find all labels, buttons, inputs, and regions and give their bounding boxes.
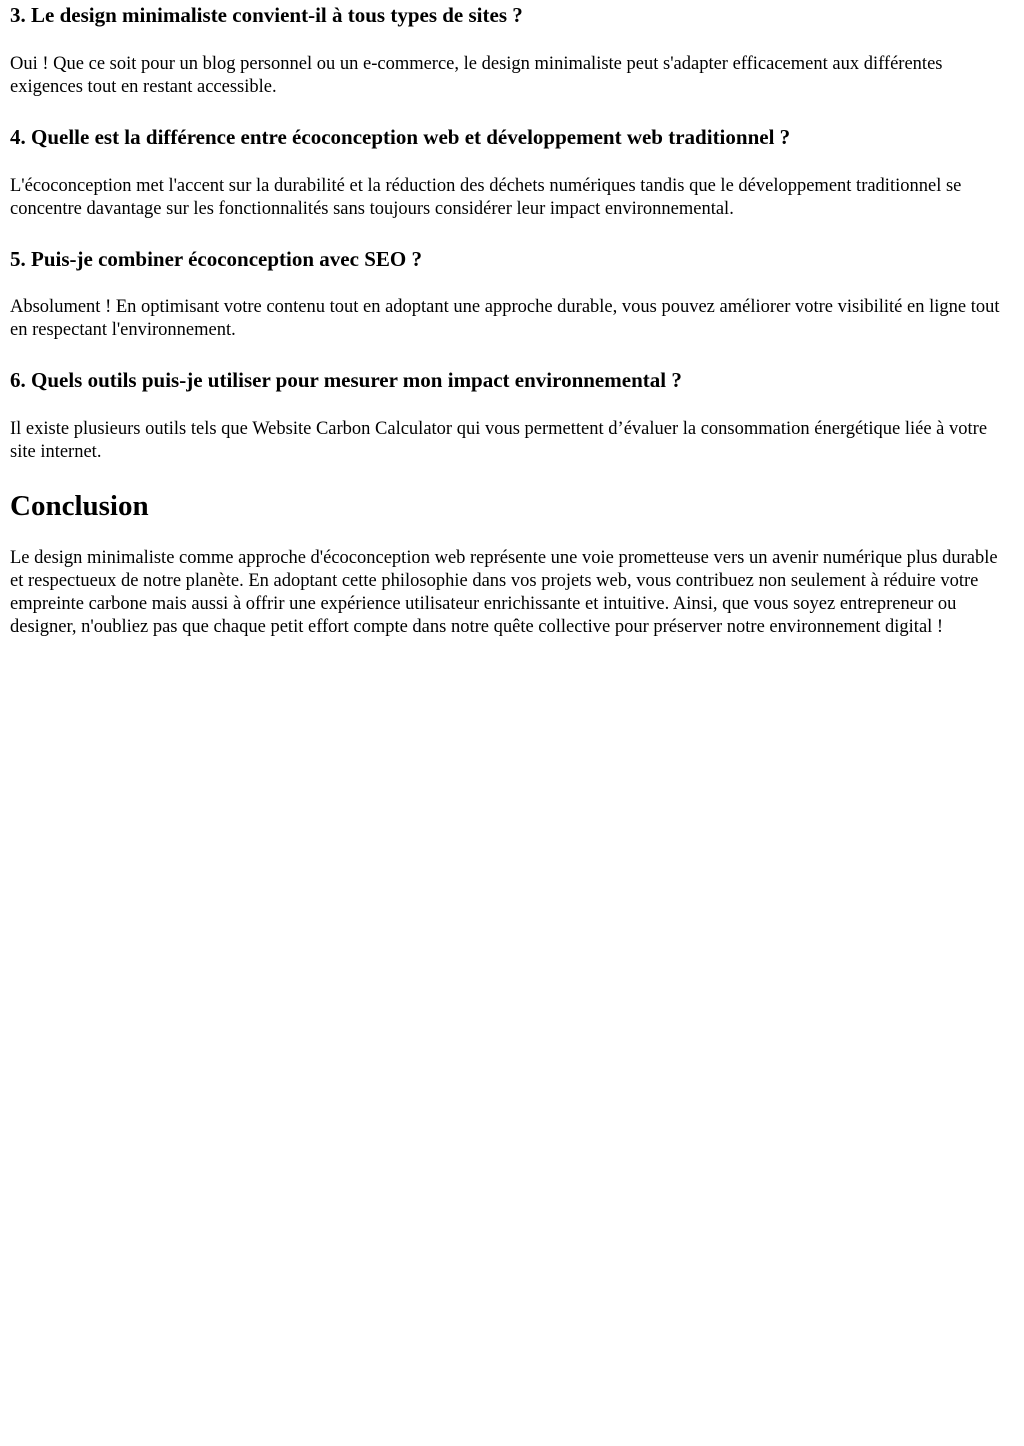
faq-answer-3: Oui ! Que ce soit pour un blog personnel ou un e-commerce, le design minimaliste peut s'adapter efficacement aux différentes exigences tout en restant accessible.: [10, 54, 943, 97]
faq-question-3: 3. Le design minimaliste convient-il à tous types de sites ?: [10, 3, 523, 27]
faq-question-4: 4. Quelle est la différence entre écoconception web et développement web traditionnel ?: [10, 125, 791, 149]
faq-answer-5: Absolument ! En optimisant votre contenu tout en adoptant une approche durable, vous pouvez améliorer votre visibilité en ligne tout en respectant l'environnement.: [10, 297, 1000, 340]
faq-answer-4: L'écoconception met l'accent sur la durabilité et la réduction des déchets numériques tandis que le développement traditionnel se concentre davantage sur les fonctionnalités sans toujours considérer leur impact environnemental.: [10, 176, 962, 219]
faq-answer-6: Il existe plusieurs outils tels que Website Carbon Calculator qui vous permettent d’évaluer la consommation énergétique liée à votre site internet.: [10, 419, 988, 462]
conclusion-text: Le design minimaliste comme approche d'écoconception web représente une voie prometteuse vers un avenir numérique plus durable et respectueux de notre planète. En adoptant cette philosophie dans vos projets web, vous contribuez non seulement à réduire votre empreinte carbone mais aussi à offrir une expérience utilisateur enrichissante et intuitive. Ainsi, que vous soyez entrepreneur ou designer, n'oubliez pas que chaque petit effort compte dans notre quête collective pour préserver notre environnement digital !: [10, 548, 998, 637]
article-content: [0, 0, 1024, 639]
conclusion-heading: Conclusion: [10, 490, 149, 522]
faq-question-6: 6. Quels outils puis-je utiliser pour mesurer mon impact environnemental ?: [10, 368, 682, 392]
faq-question-5: 5. Puis-je combiner écoconception avec SEO ?: [10, 247, 422, 271]
